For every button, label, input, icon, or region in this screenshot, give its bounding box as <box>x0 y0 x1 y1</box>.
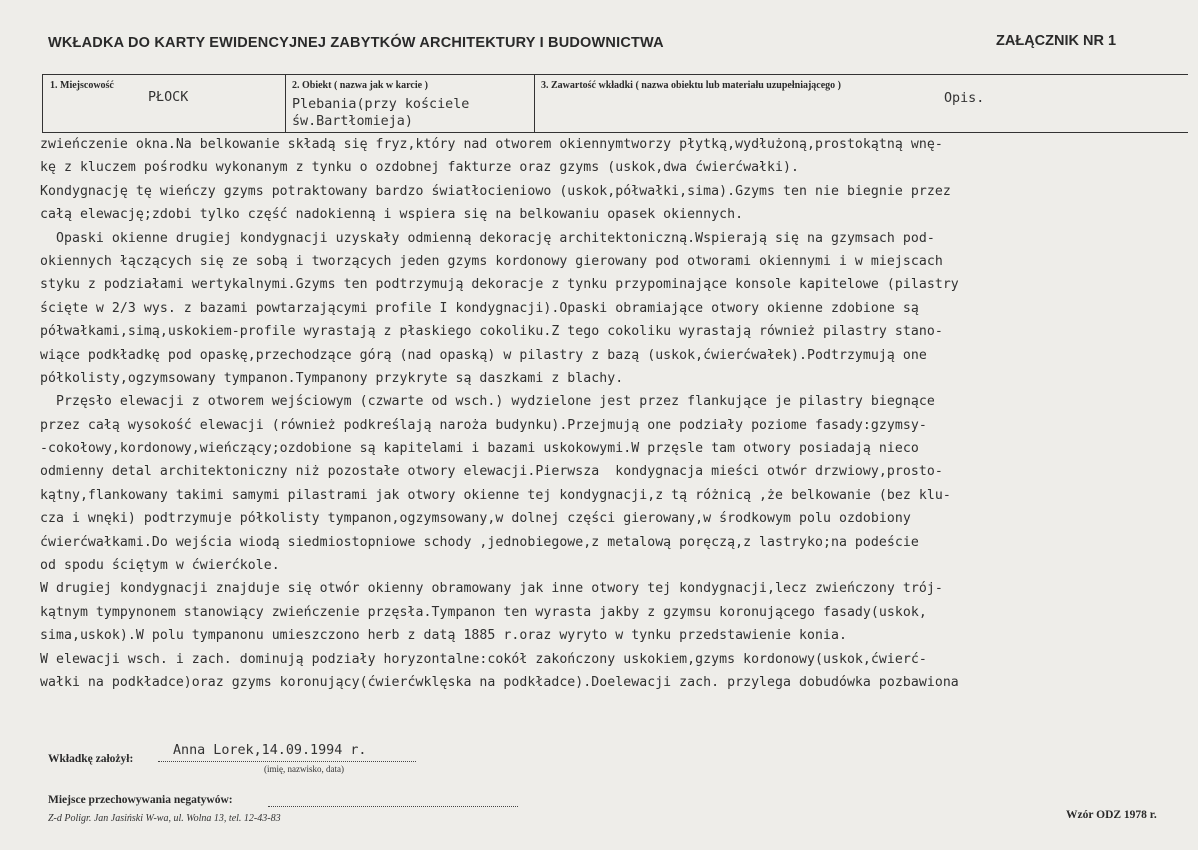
field-divider-2 <box>534 74 535 132</box>
description-line: styku z podziałami wertykalnymi.Gzyms ten podtrzymują dekoracje z tynku przypominające konsole kapitelowe (pilastry <box>40 277 959 293</box>
locality-value: PŁOCK <box>148 90 189 105</box>
description-line: od spodu ściętym w ćwierćkole. <box>40 558 280 574</box>
description-line: W elewacji wsch. i zach. dominują podziały horyzontalne:cokół zakończony uskokiem,gzyms kordonowy(uskok,ćwierć- <box>40 651 927 667</box>
description-line: zwieńczenie okna.Na belkowanie składą się fryz,który nad otworem okiennymtworzy płytką,wydłużoną,prostokątną wnę- <box>40 137 943 152</box>
field-divider-1 <box>285 74 286 132</box>
description-line: półwałkami,simą,uskokiem-profile wyrastają z płaskiego cokoliku.Z tego cokoliku wyrastają również pilastry stano- <box>40 324 943 340</box>
author-dotted-line <box>158 761 416 762</box>
description-line: cza i wnęki) podtrzymuje półkolisty tympanon,ogzymsowany,w dolnej części gierowany,w środkowym polu ozdobiony <box>40 511 911 527</box>
description-line: kątnym tympynonem stanowiący zwieńczenie przęsła.Tympanon ten wyrasta jakby z gzymsu koronującego fasady(uskok, <box>40 604 927 620</box>
contents-value: Opis. <box>944 91 985 106</box>
description-line: Kondygnację tę wieńczy gzyms potraktowany bardzo światłocieniowo (uskok,półwałki,sima).Gzyms ten nie biegnie przez <box>40 183 951 199</box>
description-line: okiennych łączących się ze sobą i tworzących jeden gzyms kordonowy gierowany pod otworami okiennymi i w miejscach <box>40 253 943 269</box>
form-code: Wzór ODZ 1978 r. <box>1066 809 1157 821</box>
description-line: odmienny detal architektoniczny niż pozostałe otwory elewacji.Pierwsza kondygnacja mieści otwór drzwiowy,prosto- <box>40 464 943 480</box>
description-line: W drugiej kondygnacji znajduje się otwór okienny obramowany jak inne otwory tej kondygnacji,lecz zwieńczony trój- <box>40 581 943 597</box>
card-title: WKŁADKA DO KARTY EWIDENCYJNEJ ZABYTKÓW ARCHITEKTURY I BUDOWNICTWA <box>48 35 664 51</box>
description-line: ścięte w 2/3 wys. z bazami powtarzającymi profile I kondygnacji).Opaski obramiające otwory okienne zdobione są <box>40 300 919 316</box>
annex-number: ZAŁĄCZNIK NR 1 <box>996 33 1117 49</box>
field-box-left-rule <box>42 74 43 132</box>
description-line: ćwierćwałkami.Do wejścia wiodą siedmiostopniowe schody ,jednobiegowe,z metalową poręczą,z lastryko;na podeście <box>40 534 919 550</box>
object-value-line1: Plebania(przy kościele <box>292 97 470 112</box>
description-line: sima,uskok).W polu tympanonu umieszczono herb z datą 1885 r.oraz wyryto w tynku przedstawienie konia. <box>40 628 847 644</box>
object-label: 2. Obiekt ( nazwa jak w karcie ) <box>292 80 428 91</box>
negatives-label: Miejsce przechowywania negatywów: <box>48 794 233 806</box>
description-line: Opaski okienne drugiej kondygnacji uzyskały odmienną dekorację architektoniczną.Wspierają się na gzymsach pod- <box>40 230 935 246</box>
object-value-line2: św.Bartłomieja) <box>292 114 413 129</box>
author-value: Anna Lorek,14.09.1994 r. <box>173 743 367 758</box>
description-line: kątny,flankowany takimi samymi pilastrami jak otwory okienne tej kondygnacji,z tą różnicą ,że belkowanie (bez klu- <box>40 487 951 503</box>
description-line: wałki na podkładce)oraz gzyms koronujący(ćwierćwklęska na podkładce).Doelewacji zach. przylega dobudówka pozbawiona <box>40 674 959 690</box>
negatives-dotted-line <box>268 806 518 807</box>
contents-label: 3. Zawartość wkładki ( nazwa obiektu lub materiału uzupełniającego ) <box>541 80 842 91</box>
description-line: przez całą wysokość elewacji (również podkreślają naroża budynku).Przejmują one podziały poziome fasady:gzymsy- <box>40 417 927 433</box>
author-caption: (imię, nazwisko, data) <box>264 764 344 774</box>
locality-label: 1. Miejscowość <box>50 80 114 91</box>
description-line: wiące podkładkę pod opaskę,przechodzące górą (nad opaską) w pilastry z bazą (uskok,ćwierćwałek).Podtrzymują one <box>40 347 927 363</box>
printer-imprint: Z-d Poligr. Jan Jasiński W-wa, ul. Wolna 13, tel. 12-43-83 <box>48 813 281 824</box>
author-label: Wkładkę założył: <box>48 753 134 765</box>
description-line: kę z kluczem pośrodku wykonanym z tynku o ozdobnej fakturze oraz gzyms (uskok,dwa ćwierćwałki). <box>40 160 800 176</box>
description-line: całą elewację;zdobi tylko część nadokienną i wspiera się na belkowaniu opasek okiennych. <box>40 207 744 223</box>
description-line: Przęsło elewacji z otworem wejściowym (czwarte od wsch.) wydzielone jest przez flankujące je pilastry biegnące <box>40 394 935 410</box>
description-line: -cokołowy,kordonowy,wieńczący;ozdobione są kapitelami i bazami uskokowymi.W przęsle tam otwory posiadają nieco <box>40 441 919 457</box>
description-body <box>40 133 1190 694</box>
description-line: półkolisty,ogzymsowany tympanon.Tympanony przykryte są daszkami z blachy. <box>40 370 624 386</box>
field-box-top-rule <box>42 74 1188 75</box>
